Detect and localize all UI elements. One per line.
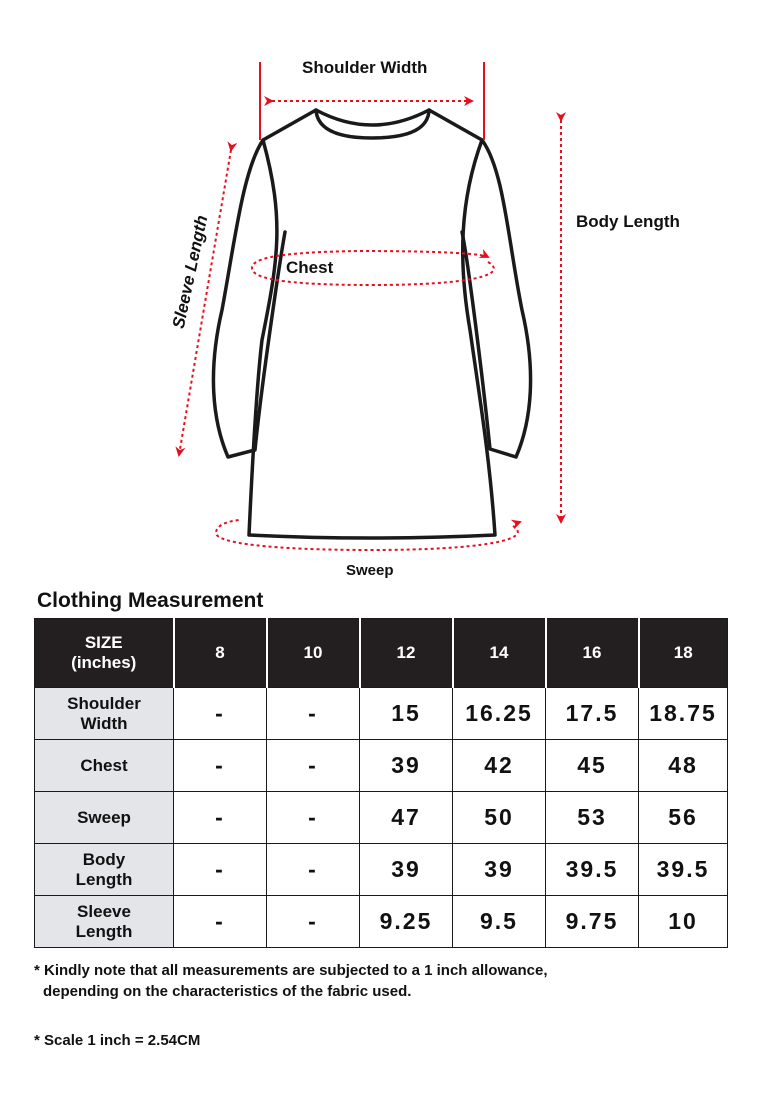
row-label — [35, 844, 174, 896]
table-cell: 9.5 — [453, 896, 546, 948]
size-column-header: 10 — [267, 619, 360, 688]
table-cell: 47 — [360, 792, 453, 844]
table-cell: 53 — [546, 792, 639, 844]
table-row — [35, 844, 728, 896]
row-label — [35, 740, 174, 792]
table-header-row — [35, 619, 728, 688]
size-header-line2: (inches) — [71, 653, 137, 672]
table-cell: 39 — [360, 740, 453, 792]
row-label-line2: Length — [75, 921, 133, 941]
size-column-header: 16 — [546, 619, 639, 688]
sleeve-length-label: Sleeve Length — [168, 213, 212, 331]
table-cell: 48 — [639, 740, 728, 792]
table-cell: 15 — [360, 688, 453, 740]
scale-note: * Scale 1 inch = 2.54CM — [34, 1032, 201, 1049]
table-cell: 18.75 — [639, 688, 728, 740]
sweep-arrowhead-path — [505, 522, 520, 527]
size-column-header: 8 — [174, 619, 267, 688]
row-label — [35, 688, 174, 740]
table-row — [35, 740, 728, 792]
size-column-header: 18 — [639, 619, 728, 688]
row-label-line1: Shoulder — [67, 693, 141, 713]
dress-body — [249, 110, 495, 538]
table-cell: 10 — [639, 896, 728, 948]
table-cell: 39 — [360, 844, 453, 896]
row-label-line1: Sweep — [77, 807, 131, 827]
table-row — [35, 792, 728, 844]
table-cell: 56 — [639, 792, 728, 844]
size-column-header: 12 — [360, 619, 453, 688]
size-header-line1: SIZE — [84, 633, 123, 652]
row-label-line1: Chest — [80, 755, 128, 775]
table-cell: 45 — [546, 740, 639, 792]
table-title: Clothing Measurement — [37, 589, 264, 612]
table-cell: - — [267, 792, 360, 844]
table-cell: - — [174, 844, 267, 896]
row-label — [35, 792, 174, 844]
size-table — [34, 618, 728, 948]
table-row — [35, 688, 728, 740]
table-row — [35, 896, 728, 948]
table-cell: - — [174, 740, 267, 792]
table-cell: - — [267, 896, 360, 948]
table-cell: 9.75 — [546, 896, 639, 948]
dress-outline — [213, 110, 530, 538]
table-cell: - — [174, 896, 267, 948]
allowance-note — [34, 960, 734, 1002]
allowance-note-line2: depending on the characteristics of the fabric used. — [43, 983, 412, 1000]
table-cell: 50 — [453, 792, 546, 844]
size-header-cell — [35, 619, 174, 688]
row-label — [35, 896, 174, 948]
table-cell: - — [267, 688, 360, 740]
table-cell: 9.25 — [360, 896, 453, 948]
table-cell: - — [267, 740, 360, 792]
table-cell: 39 — [453, 844, 546, 896]
size-column-header: 14 — [453, 619, 546, 688]
allowance-note-line1: * Kindly note that all measurements are subjected to a 1 inch allowance, — [34, 962, 548, 979]
table-cell: - — [174, 688, 267, 740]
table-cell: - — [174, 792, 267, 844]
sweep-label: Sweep — [346, 562, 394, 579]
table-cell: 42 — [453, 740, 546, 792]
body-length-label: Body Length — [576, 212, 680, 231]
table-cell: 39.5 — [639, 844, 728, 896]
row-label-line1: Sleeve — [77, 901, 131, 921]
row-label-line2: Width — [80, 713, 128, 733]
table-cell: 39.5 — [546, 844, 639, 896]
table-cell: - — [267, 844, 360, 896]
shoulder-width-label: Shoulder Width — [302, 58, 428, 77]
chest-label: Chest — [286, 258, 334, 277]
row-label-line2: Length — [75, 869, 133, 889]
table-cell: 16.25 — [453, 688, 546, 740]
row-label-line1: Body — [82, 849, 126, 869]
table-cell: 17.5 — [546, 688, 639, 740]
